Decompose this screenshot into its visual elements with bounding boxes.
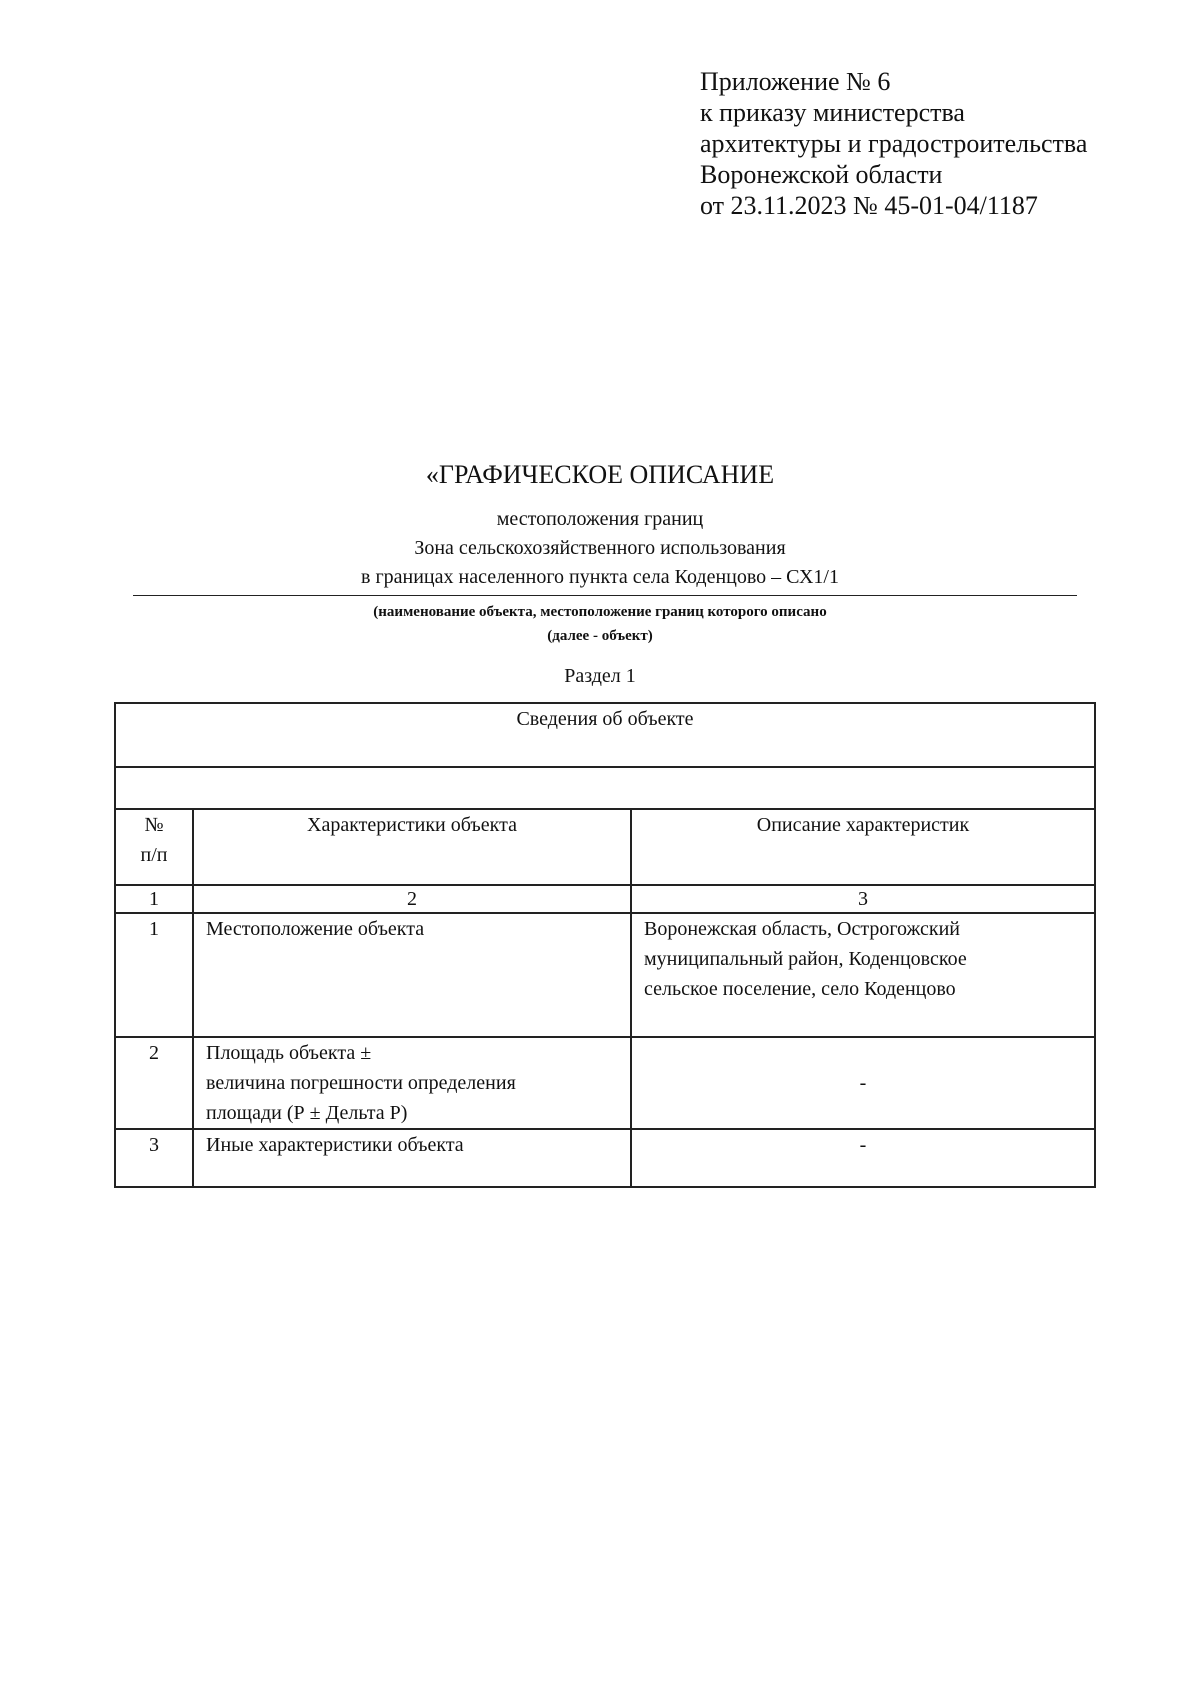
subtitle-line: Зона сельскохозяйственного использования — [414, 537, 786, 559]
row-number: 1 — [115, 913, 193, 1037]
table-header-row — [115, 703, 1095, 767]
col-desc-header: Описание характеристик — [631, 809, 1095, 885]
characteristic-line: Иные характеристики объекта — [206, 1134, 464, 1156]
column-header-row — [115, 809, 1095, 885]
table-header-cell: Сведения об объекте — [115, 703, 1095, 767]
col-num-label: № — [144, 814, 164, 836]
description-line: - — [859, 1072, 867, 1094]
object-caption — [0, 600, 1200, 648]
table-row — [115, 1129, 1095, 1187]
table-row — [115, 1037, 1095, 1129]
row-characteristic — [193, 1037, 631, 1129]
row-description — [631, 913, 1095, 1037]
row-number: 3 — [115, 1129, 193, 1187]
appendix-line: от 23.11.2023 № 45-01-04/1187 — [700, 191, 1038, 220]
row-description — [631, 1129, 1095, 1187]
caption-line: (далее - объект) — [547, 628, 653, 644]
row-characteristic — [193, 913, 631, 1037]
document-title: «ГРАФИЧЕСКОЕ ОПИСАНИЕ — [425, 460, 775, 489]
characteristic-line: Местоположение объекта — [206, 918, 425, 940]
col-num-header — [115, 809, 193, 885]
col-char-header: Характеристики объекта — [193, 809, 631, 885]
col-num-label: п/п — [140, 844, 168, 866]
row-number: 2 — [115, 1037, 193, 1129]
empty-cell — [115, 767, 1095, 809]
description-line: Воронежская область, Острогожский — [644, 918, 960, 940]
row-description — [631, 1037, 1095, 1129]
appendix-line: архитектуры и градостроительства — [700, 129, 1088, 158]
index-cell: 1 — [115, 885, 193, 913]
appendix-line: Воронежской области — [700, 160, 943, 189]
underline-rule — [133, 595, 1077, 596]
characteristic-line: величина погрешности определения — [206, 1072, 516, 1094]
column-index-row — [115, 885, 1095, 913]
description-line: муниципальный район, Коденцовское — [644, 948, 967, 970]
subtitle-line: в границах населенного пункта села Коденцово – СХ1/1 — [361, 566, 839, 588]
table-empty-row — [115, 767, 1095, 809]
appendix-block — [700, 66, 1087, 221]
caption-line: (наименование объекта, местоположение границ которого описано — [373, 604, 827, 620]
description-line: сельское поселение, село Коденцово — [644, 978, 956, 1000]
index-cell: 2 — [193, 885, 631, 913]
appendix-line: Приложение № 6 — [700, 67, 891, 96]
table-row — [115, 913, 1095, 1037]
document-subtitle — [0, 505, 1200, 592]
characteristic-line: площади (Р ± Дельта Р) — [206, 1102, 408, 1124]
appendix-line: к приказу министерства — [700, 98, 965, 127]
subtitle-line: местоположения границ — [496, 508, 704, 530]
characteristic-line: Площадь объекта ± — [206, 1042, 372, 1064]
object-info-table — [114, 702, 1096, 1188]
section-heading: Раздел 1 — [564, 665, 636, 687]
description-line: - — [859, 1134, 867, 1156]
index-cell: 3 — [631, 885, 1095, 913]
row-characteristic — [193, 1129, 631, 1187]
